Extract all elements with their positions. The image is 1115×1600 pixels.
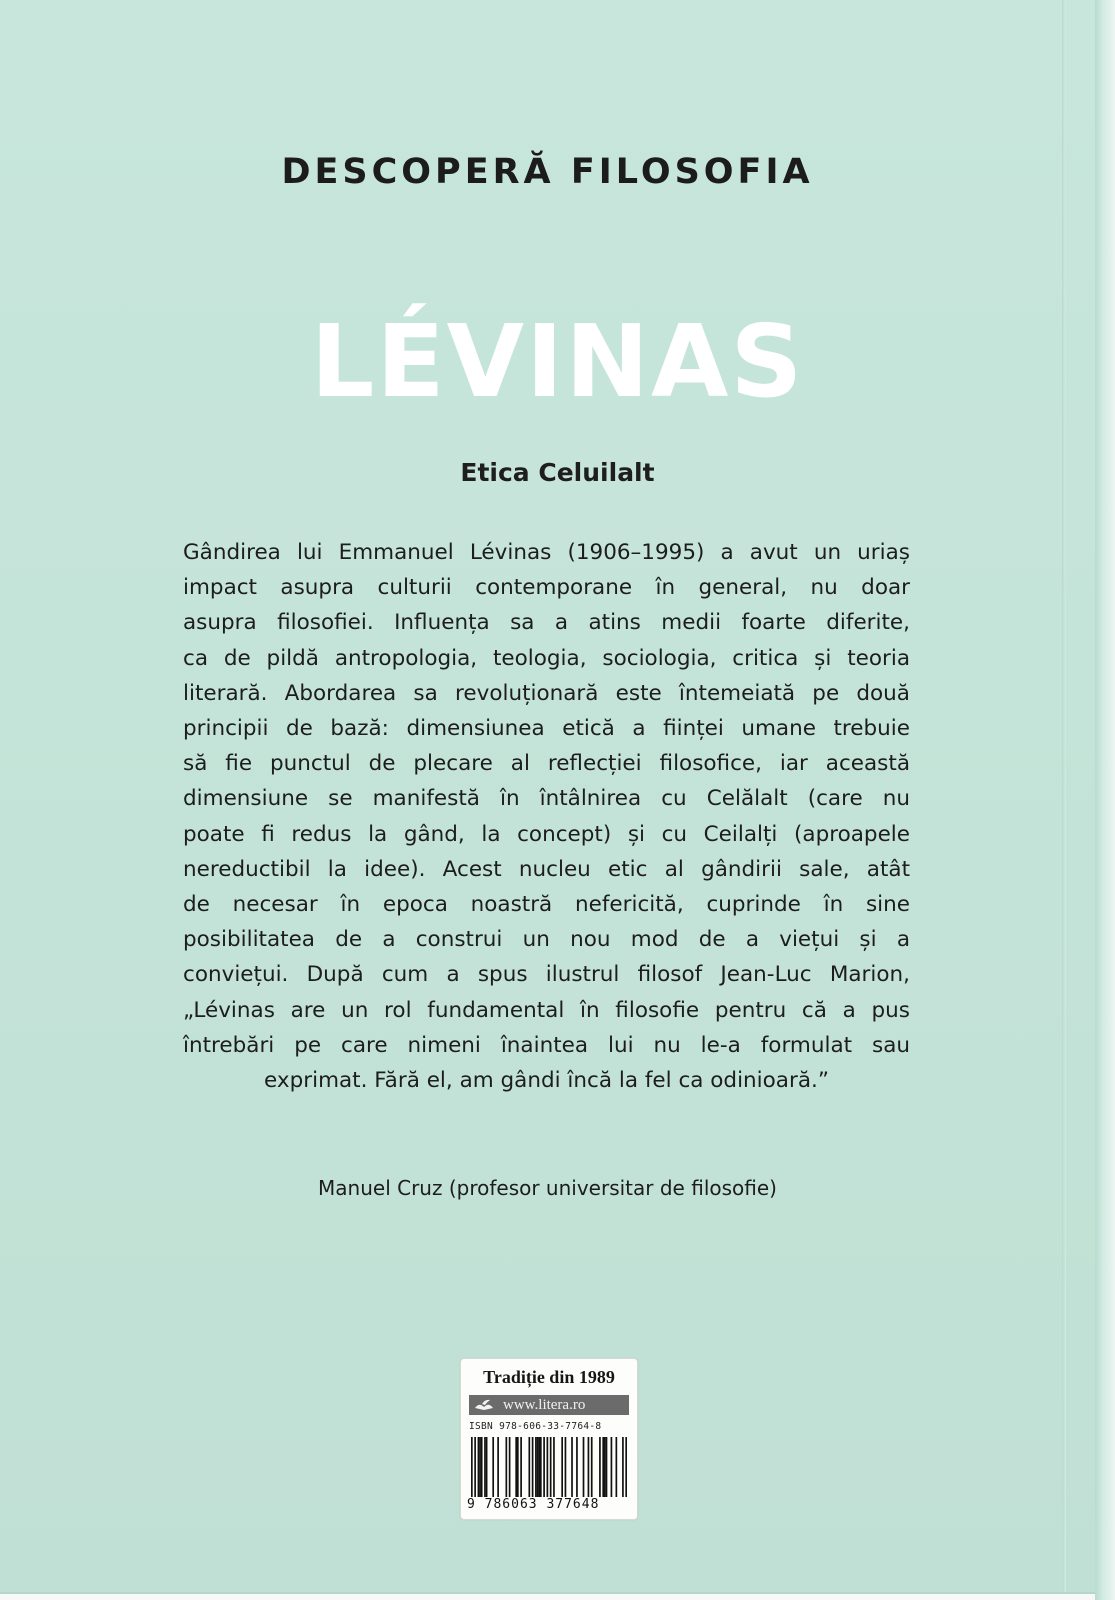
barcode-bar [547, 1437, 549, 1497]
book-subtitle: Etica Celuilalt [460, 458, 655, 487]
blurb-paragraph [183, 535, 910, 1098]
barcode-bar [561, 1437, 563, 1497]
barcode-bar [474, 1437, 476, 1497]
barcode-bar [599, 1437, 601, 1497]
barcode-bar [492, 1437, 494, 1497]
blurb-line: să fie punctul de plecare al reflecției filosofice, iar această [183, 751, 910, 777]
barcode-bar [538, 1437, 540, 1497]
barcode-bar [611, 1437, 613, 1497]
isbn-number: ISBN 978-606-33-7764-8 [469, 1421, 602, 1432]
publisher-tradition: Tradiție din 1989 [483, 1367, 615, 1387]
blurb-line: întrebări pe care nimeni înaintea lui nu le-a formulat sau [183, 1032, 910, 1058]
blurb-line: Gândirea lui Emmanuel Lévinas (1906–1995) a avut un uriaș [183, 540, 910, 565]
blurb-line: conviețui. După cum a spus ilustrul filosof Jean-Luc Marion, [183, 962, 910, 988]
barcode-bar [622, 1437, 624, 1497]
publisher-website: www.litera.ro [503, 1397, 586, 1413]
isbn-sticker [460, 1358, 638, 1520]
blurb-line: ca de pildă antropologia, teologia, sociologia, critica și teoria [183, 645, 910, 671]
barcode-bar [509, 1437, 511, 1497]
blurb-line: dimensiune se manifestă în întâlnirea cu Celălalt (care nu [183, 786, 910, 812]
barcode-bar [565, 1437, 567, 1497]
barcode-bar [604, 1437, 606, 1497]
barcode [471, 1437, 627, 1497]
book-title: LÉVINAS [310, 303, 805, 420]
blurb-line: nereductibil la idee). Acest nucleu etic al gândirii sale, atât [183, 856, 910, 882]
barcode-bar [471, 1437, 473, 1497]
barcode-bar [532, 1437, 534, 1497]
blurb-line: poate fi redus la gând, la concept) și cu Ceilalți (aproapele [183, 821, 910, 847]
series-title: DESCOPERĂ FILOSOFIA [281, 152, 814, 192]
barcode-bar [606, 1437, 608, 1497]
barcode-bar [550, 1437, 552, 1497]
blurb-line: de necesar în epoca noastră nefericită, cuprinde în sine [183, 892, 910, 918]
barcode-digits: 9 786063 377648 [467, 1497, 600, 1512]
blurb-line: principii de bază: dimensiunea etică a ființei umane trebuie [183, 716, 910, 742]
barcode-bar [616, 1437, 618, 1497]
barcode-bar [537, 1437, 539, 1497]
barcode-bar [591, 1437, 593, 1497]
barcode-bar [583, 1437, 585, 1497]
barcode-bar [543, 1437, 545, 1497]
cover-hinge [1062, 0, 1066, 1592]
barcode-bar [481, 1437, 483, 1497]
barcode-bar [505, 1437, 507, 1497]
barcode-bar [520, 1437, 522, 1497]
blurb-line: exprimat. Fără el, am gândi încă la fel ca odinioară.” [264, 1068, 829, 1094]
barcode-bar [602, 1437, 604, 1497]
blurb-line: posibilitatea de a construi un nou mod de a viețui și a [183, 927, 910, 953]
barcode-bar [515, 1437, 517, 1497]
barcode-bar [625, 1437, 627, 1497]
barcode-bar [497, 1437, 499, 1497]
barcode-bar [576, 1437, 578, 1497]
blurb-line: „Lévinas are un rol fundamental în filosofie pentru că a pus [183, 997, 910, 1023]
bird-book-logo-icon [473, 1398, 495, 1412]
blurb-line: literară. Abordarea sa revoluționară este întemeiată pe două [183, 680, 910, 706]
publisher-website-band [469, 1395, 629, 1415]
barcode-bar [553, 1437, 555, 1497]
barcode-bar [528, 1437, 530, 1497]
barcode-bar [479, 1437, 481, 1497]
barcode-bar [588, 1437, 590, 1497]
quote-attribution: Manuel Cruz (profesor universitar de filosofie) [318, 1176, 777, 1200]
book-spine-edge [1095, 0, 1115, 1600]
blurb-line: asupra filosofiei. Influența sa a atins medii foarte diferite, [183, 610, 910, 636]
barcode-bar [571, 1437, 573, 1497]
barcode-bar [517, 1437, 519, 1497]
barcode-bar [478, 1437, 480, 1497]
barcode-bar [486, 1437, 488, 1497]
barcode-bar [484, 1437, 486, 1497]
blurb-line: impact asupra culturii contemporane în general, nu doar [183, 575, 910, 601]
barcode-bar [540, 1437, 542, 1497]
barcode-bar [535, 1437, 537, 1497]
